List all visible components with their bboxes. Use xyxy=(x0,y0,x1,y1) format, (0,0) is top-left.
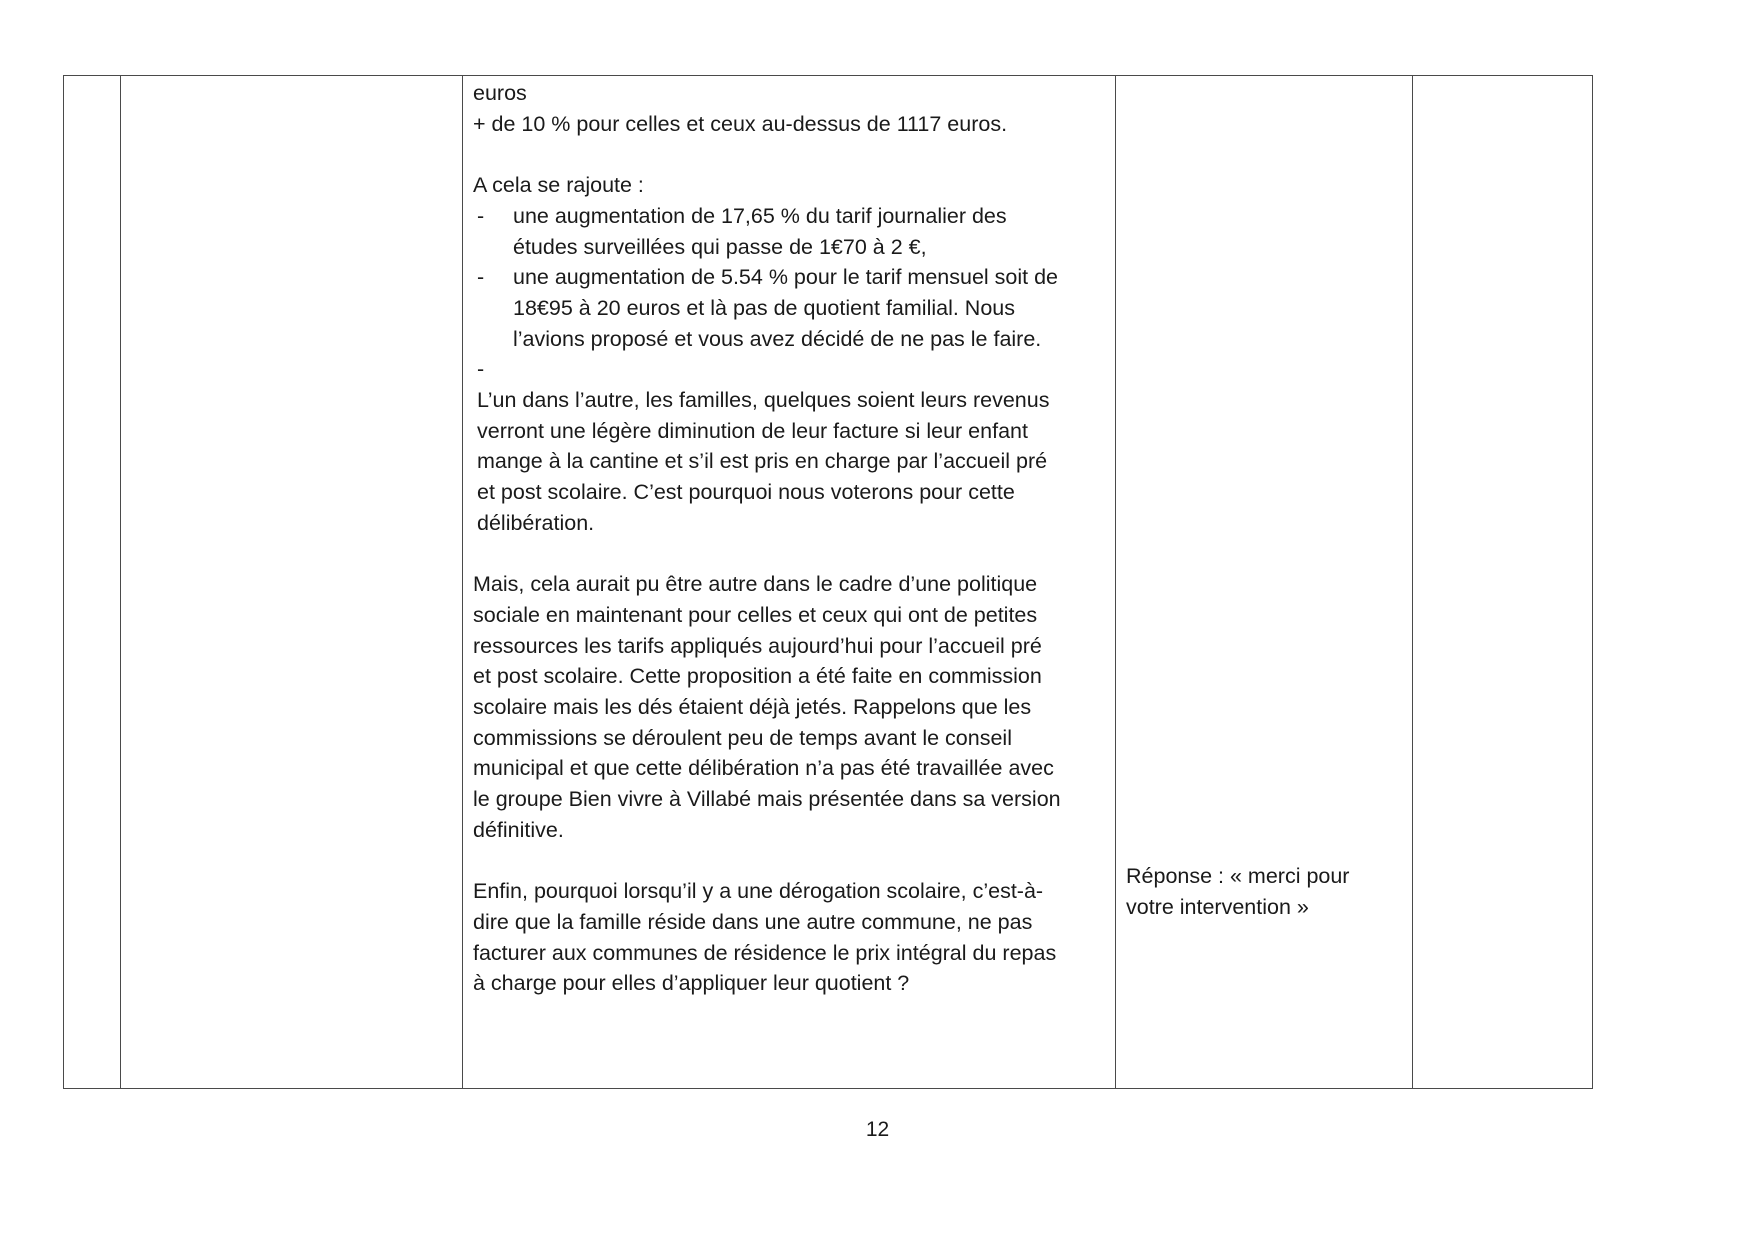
text-line: mange à la cantine et s’il est pris en charge par l’accueil pré xyxy=(477,449,1048,474)
list-item xyxy=(473,354,1061,385)
text-line: 18€95 à 20 euros et là pas de quotient familial. Nous xyxy=(513,295,1015,320)
bullet-list xyxy=(473,201,1061,385)
bullet-marker: - xyxy=(477,357,485,382)
text-line: le groupe Bien vivre à Villabé mais présentée dans sa version xyxy=(473,787,1061,812)
text-line: euros xyxy=(473,81,527,105)
text-line: à charge pour elles d’appliquer leur quotient ? xyxy=(473,971,910,996)
text-line: une augmentation de 5.54 % pour le tarif mensuel soit de xyxy=(513,265,1059,290)
text-line: ressources les tarifs appliqués aujourd’hui pour l’accueil pré xyxy=(473,633,1042,658)
text-line: Enfin, pourquoi lorsqu’il y a une dérogation scolaire, c’est-à- xyxy=(473,879,1044,904)
text-line: facturer aux communes de résidence le prix intégral du repas xyxy=(473,940,1057,965)
list-item xyxy=(473,262,1061,354)
column-divider-3 xyxy=(1115,76,1116,1088)
paragraph-vote xyxy=(473,385,1061,539)
paragraph-derogation xyxy=(473,876,1061,999)
text-line: votre intervention » xyxy=(1126,894,1309,919)
text-line: commissions se déroulent peu de temps avant le conseil xyxy=(473,725,1012,750)
text-line: Mais, cela aurait pu être autre dans le cadre d’une politique xyxy=(473,572,1038,597)
section-heading: A cela se rajoute : xyxy=(473,173,644,198)
list-item xyxy=(473,201,1061,262)
text-line: une augmentation de 17,65 % du tarif journalier des xyxy=(513,203,1007,228)
document-table xyxy=(63,75,1593,1089)
text-line: études surveillées qui passe de 1€70 à 2 €, xyxy=(513,234,927,259)
text-line: définitive. xyxy=(473,817,564,842)
paragraph-politique-sociale xyxy=(473,569,1061,845)
bullet-marker: - xyxy=(477,203,485,228)
column-divider-1 xyxy=(120,76,121,1088)
text-line: + de 10 % pour celles et ceux au-dessus de 1117 euros. xyxy=(473,111,1008,136)
text-line: L’un dans l’autre, les familles, quelques soient leurs revenus xyxy=(477,388,1050,413)
page-number: 12 xyxy=(865,1118,890,1141)
text-line: municipal et que cette délibération n’a pas été travaillée avec xyxy=(473,756,1054,781)
response-cell xyxy=(1126,861,1349,922)
text-line: Réponse : « merci pour xyxy=(1126,864,1350,888)
column-divider-2 xyxy=(462,76,463,1088)
text-line: et post scolaire. Cette proposition a été faite en commission xyxy=(473,664,1042,689)
column-divider-4 xyxy=(1412,76,1413,1088)
bullet-marker: - xyxy=(477,265,485,290)
text-line: et post scolaire. C’est pourquoi nous voterons pour cette xyxy=(477,480,1015,505)
text-line: délibération. xyxy=(477,510,595,535)
text-line: scolaire mais les dés étaient déjà jetés. Rappelons que les xyxy=(473,695,1032,720)
intervention-text-cell xyxy=(473,78,1061,999)
text-line: verront une légère diminution de leur facture si leur enfant xyxy=(477,418,1028,443)
text-line: dire que la famille réside dans une autre commune, ne pas xyxy=(473,909,1033,934)
text-line: l’avions proposé et vous avez décidé de ne pas le faire. xyxy=(513,326,1042,351)
text-line: sociale en maintenant pour celles et ceux qui ont de petites xyxy=(473,602,1038,627)
